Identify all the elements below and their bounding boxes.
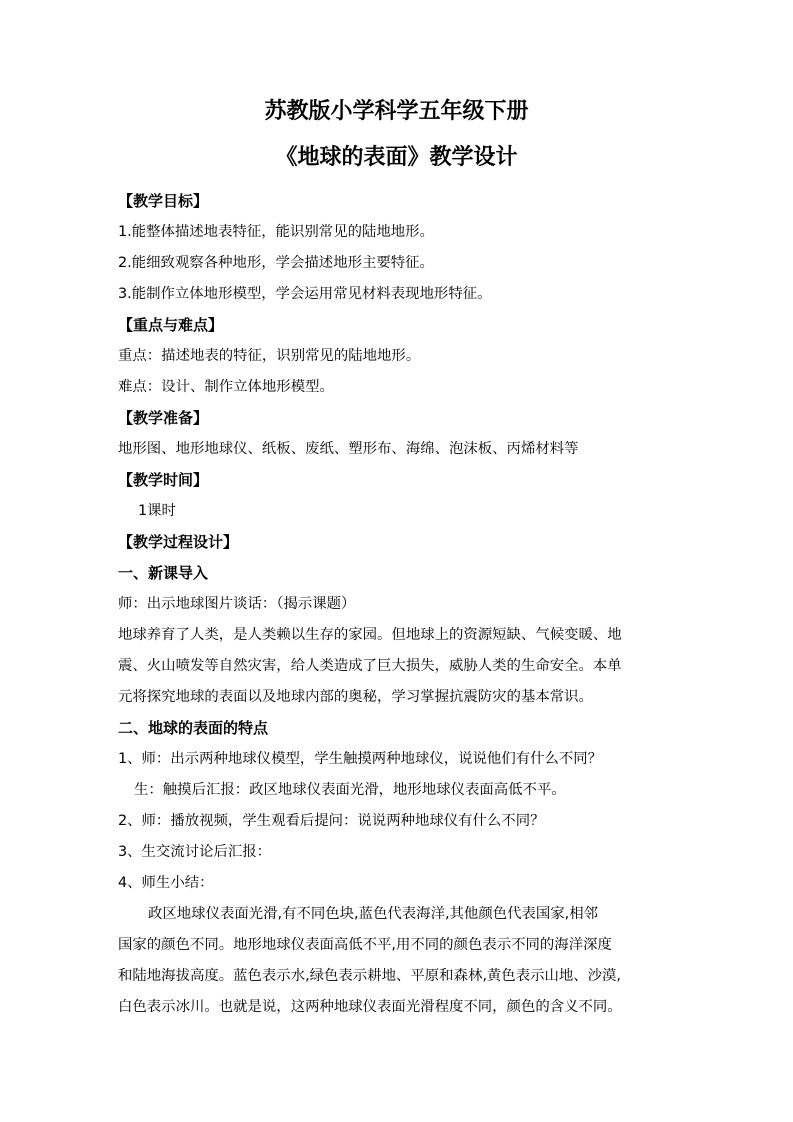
step-4: 4、师生小结： [118, 875, 214, 891]
step-2: 2、师：播放视频，学生观看后提问：说说两种地球仪有什么不同？ [118, 813, 545, 829]
process-heading: 【教学过程设计】 [118, 533, 239, 551]
objective-item: 1.能整体描述地表特征，能识别常见的陆地地形。 [118, 224, 434, 240]
key-point: 重点：描述地表的特征，识别常见的陆地地形。 [118, 348, 421, 364]
objective-item: 2.能细致观察各种地形，学会描述地形主要特征。 [118, 255, 434, 271]
section1-teacher-line: 师：出示地球图片谈话：（揭示课题） [118, 596, 356, 612]
difficulty-point: 难点：设计、制作立体地形模型。 [118, 379, 334, 395]
paragraph-line: 政区地球仪表面光滑,有不同色块,蓝色代表海洋,其他颜色代表国家,相邻 [148, 906, 599, 922]
summary-paragraph [118, 899, 678, 1023]
preparation-text: 地形图、地形地球仪、纸板、废纸、塑形布、海绵、泡沫板、丙烯材料等 [118, 441, 579, 457]
section1-heading: 一、新课导入 [118, 564, 209, 582]
paragraph-line: 白色表示冰川。也就是说，这两种地球仪表面光滑程度不同，颜色的含义不同。 [118, 999, 622, 1015]
objectives-heading: 【教学目标】 [118, 192, 209, 210]
time-text: 1课时 [138, 503, 176, 519]
preparation-heading: 【教学准备】 [118, 409, 209, 427]
paragraph-line: 国家的颜色不同。地形地球仪表面高低不平,用不同的颜色表示不同的海洋深度 [118, 937, 612, 953]
document-body [118, 186, 678, 1023]
paragraph-line: 震、火山喷发等自然灾害，给人类造成了巨大损失，威胁人类的生命安全。本单 [118, 658, 622, 674]
paragraph-line: 元将探究地球的表面以及地球内部的奥秘，学习掌握抗震防灾的基本常识。 [118, 689, 593, 705]
step-3: 3、生交流讨论后汇报： [118, 844, 272, 860]
document-subtitle: 《地球的表面》教学设计 [275, 144, 518, 170]
document-title: 苏教版小学科学五年级下册 [264, 98, 529, 124]
step-1: 1、师：出示两种地球仪模型，学生触摸两种地球仪，说说他们有什么不同？ [118, 751, 603, 767]
paragraph-line: 地球养育了人类，是人类赖以生存的家园。但地球上的资源短缺、气候变暖、地 [118, 627, 622, 643]
section1-paragraph [118, 620, 678, 713]
section2-heading: 二、地球的表面的特点 [118, 719, 269, 737]
step-1-student: 生：触摸后汇报：政区地球仪表面光滑，地形地球仪表面高低不平。 [134, 782, 566, 798]
key-points-heading: 【重点与难点】 [118, 316, 224, 334]
time-heading: 【教学时间】 [118, 471, 209, 489]
objective-item: 3.能制作立体地形模型，学会运用常见材料表现地形特征。 [118, 286, 492, 302]
paragraph-line: 和陆地海拔高度。蓝色表示水,绿色表示耕地、平原和森林,黄色表示山地、沙漠, [118, 968, 622, 984]
